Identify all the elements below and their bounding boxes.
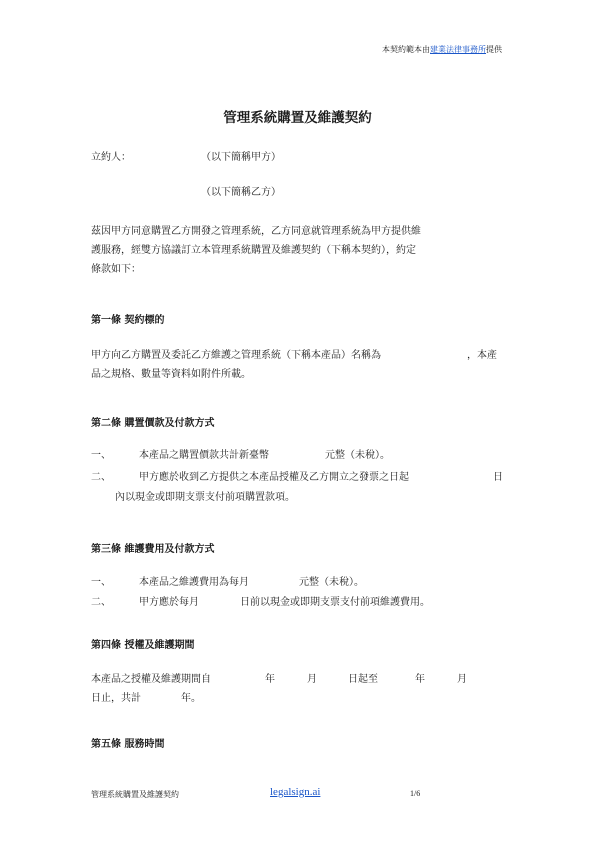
article-4-line-2b: 年。 (181, 693, 201, 704)
article-3-item-2-text-b: 日前以現金或即期支票支付前項維護費用。 (240, 597, 430, 608)
article-4-day-to: 日起至 (348, 674, 378, 685)
footer-legalsign-link[interactable]: legalsign.ai (270, 786, 321, 798)
article-3-item-2-text-a: 甲方應於每月 (139, 597, 199, 608)
article-4-line-2a: 日止，共計 (91, 693, 141, 704)
article-2-item-1-number: 一、 (91, 450, 111, 461)
party-b-designation: （以下簡稱乙方） (201, 187, 281, 198)
party-a-designation: （以下簡稱甲方） (201, 152, 281, 163)
footer-page-number: 1/6 (410, 789, 421, 798)
article-2-item-2-line-2: 內以現金或即期支票支付前項購置款項。 (115, 492, 295, 503)
article-2-heading: 第二條 購置價款及付款方式 (91, 418, 215, 429)
article-4-month-2: 月 (457, 674, 467, 685)
article-1-line-1b: ，本產 (467, 350, 497, 361)
article-1-line-1a: 甲方向乙方購置及委託乙方維護之管理系統（下稱本產品）名稱為 (91, 350, 381, 361)
footer-document-name: 管理系統購置及維護契約 (91, 790, 179, 799)
article-4-month-1: 月 (307, 674, 317, 685)
article-2-item-2-text-a: 甲方應於收到乙方提供之本產品授權及乙方開立之發票之日起 (139, 472, 409, 483)
document-title: 管理系統購置及維護契約 (223, 110, 372, 126)
header-suffix: 提供 (486, 45, 502, 54)
preamble-line-2: 護服務，經雙方協議訂立本管理系統購置及維護契約（下稱本契約），約定 (91, 245, 416, 256)
article-2-item-2-number: 二、 (91, 472, 111, 483)
parties-label: 立約人： (91, 152, 131, 163)
law-firm-link[interactable]: 建業法律事務所 (430, 45, 486, 54)
header-prefix: 本契約範本由 (382, 45, 430, 54)
article-2-item-1-text-a: 本產品之購置價款共計新臺幣 (139, 450, 269, 461)
article-4-year-2: 年 (415, 674, 425, 685)
page-header (382, 44, 502, 55)
article-1-line-2: 品之規格、數量等資料如附件所載。 (91, 369, 251, 380)
article-3-item-2-number: 二、 (91, 597, 111, 608)
article-2-item-1-text-b: 元整（未稅）。 (325, 450, 390, 461)
article-5-heading: 第五條 服務時間 (91, 739, 165, 750)
article-1-heading: 第一條 契約標的 (91, 315, 165, 326)
article-3-item-1-text-a: 本產品之維護費用為每月 (139, 577, 249, 588)
article-4-heading: 第四條 授權及維護期間 (91, 640, 195, 651)
preamble-line-3: 條款如下： (91, 264, 141, 275)
preamble-line-1: 茲因甲方同意購置乙方開發之管理系統，乙方同意就管理系統為甲方提供維 (91, 226, 421, 237)
article-3-heading: 第三條 維護費用及付款方式 (91, 544, 215, 555)
article-4-text-a: 本產品之授權及維護期間自 (91, 674, 211, 685)
article-2-item-2-text-b: 日 (493, 472, 503, 483)
article-3-item-1-text-b: 元整（未稅）。 (299, 577, 364, 588)
article-3-item-1-number: 一、 (91, 577, 111, 588)
article-4-year-1: 年 (265, 674, 275, 685)
